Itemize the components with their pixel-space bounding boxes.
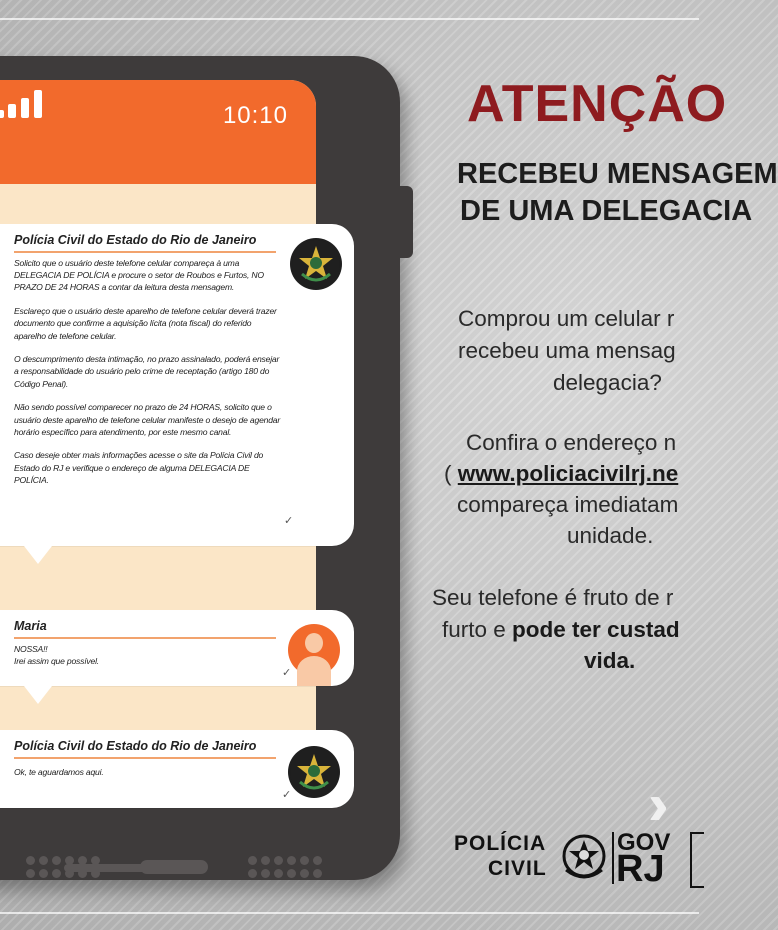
warning-plain: furto e <box>442 617 513 642</box>
phone-mic-slot <box>140 860 208 874</box>
message-paragraph: Ok, te aguardamos aqui. <box>14 767 104 777</box>
message-paragraph: Caso deseje obter mais informações acesse o site da Polícia Civil do Estado do RJ e verifique o endereço de alguma DELEGACIA DE POLÍCIA. <box>14 450 264 485</box>
phone-mockup <box>0 56 400 880</box>
message-paragraph: NOSSA!! <box>14 644 48 654</box>
phone-speaker-left <box>26 856 100 878</box>
status-clock: 10:10 <box>222 102 288 129</box>
subheading-line-2: DE UMA DELEGACIA <box>460 195 753 227</box>
logo-civil: CIVIL <box>488 857 547 880</box>
message-paragraph: Irei assim que possível. <box>14 656 99 667</box>
sender-underline <box>14 757 276 759</box>
message-body <box>14 643 254 667</box>
paren-open: ( <box>444 461 458 486</box>
message-bubble-police-1 <box>0 224 354 546</box>
message-sender: Maria <box>14 619 47 633</box>
police-badge-icon <box>290 238 342 290</box>
confira-line-4: unidade. <box>567 523 654 548</box>
check-icon: ✓ <box>282 667 292 679</box>
sender-underline <box>14 637 276 639</box>
partial-logo <box>690 832 704 888</box>
check-icon: ✓ <box>282 789 292 801</box>
message-paragraph: Esclareço que o usuário deste aparelho de telefone celular deverá trazer documento que confirme a aquisição lícita (nota fiscal) do referido aparelho de telefone celular. <box>14 306 277 341</box>
warning-bold: pode ter custad <box>512 617 680 642</box>
bubble-tail <box>24 546 52 564</box>
message-bubble-police-2 <box>0 730 354 808</box>
warning-line-2 <box>442 617 680 643</box>
bottom-divider-line <box>0 912 699 914</box>
message-paragraph: O descumprimento desta intimação, no prazo assinalado, poderá ensejar a responsabilidade do usuário pelo crime de receptação (artigo 180 do Código Penal). <box>14 354 280 389</box>
top-divider-line <box>0 18 699 20</box>
confira-line-3: compareça imediatam <box>457 492 679 517</box>
question-line-2: recebeu uma mensag <box>458 338 676 363</box>
message-paragraph: Não sendo possível comparecer no prazo de 24 HORAS, solicito que o usuário deste aparelho de telefone celular manifeste o desejo de agendar horário específico para atendimento, por este mesmo canal. <box>14 402 281 437</box>
message-body <box>14 257 284 498</box>
logo-rj: RJ <box>616 848 665 890</box>
headline: ATENÇÃO <box>467 75 728 133</box>
confira-line-2 <box>444 461 678 487</box>
check-icon: ✓ <box>284 515 294 527</box>
website-link[interactable]: www.policiacivilrj.ne <box>457 461 679 486</box>
phone-screen <box>0 80 316 802</box>
message-paragraph: Solicito que o usuário deste telefone celular compareça à uma DELEGACIA DE POLÍCIA e procure o setor de Roubos e Furtos, NO PRAZO DE 24 HORAS a contar da leitura desta mensagem. <box>14 258 264 293</box>
logo-gov: GOV <box>617 829 671 856</box>
confira-line-1: Confira o endereço n <box>466 430 677 455</box>
message-body <box>14 766 254 778</box>
user-avatar-icon <box>288 624 340 676</box>
sender-underline <box>14 251 276 253</box>
chevron-right-icon: ›› <box>648 772 651 837</box>
message-bubble-maria <box>0 610 354 686</box>
subheading-line-1: RECEBEU MENSAGEM <box>457 158 778 190</box>
question-line-3: delegacia? <box>553 370 662 395</box>
bubble-tail <box>24 686 52 704</box>
crest-icon <box>560 830 608 882</box>
warning-line-3 <box>584 648 635 674</box>
logo-policia: POLÍCIA <box>454 832 547 855</box>
warning-line-1: Seu telefone é fruto de r <box>432 585 674 610</box>
question-line-1: Comprou um celular r <box>458 306 675 331</box>
logo-divider <box>612 832 614 884</box>
signal-icon <box>0 80 58 184</box>
message-sender: Polícia Civil do Estado do Rio de Janeiro <box>14 739 257 753</box>
status-bar <box>0 80 316 184</box>
warning-bold-end: vida. <box>584 648 636 673</box>
police-badge-icon <box>288 746 340 798</box>
phone-side-button <box>400 186 413 258</box>
phone-speaker-right <box>248 856 322 878</box>
message-sender: Polícia Civil do Estado do Rio de Janeiro <box>14 233 257 247</box>
